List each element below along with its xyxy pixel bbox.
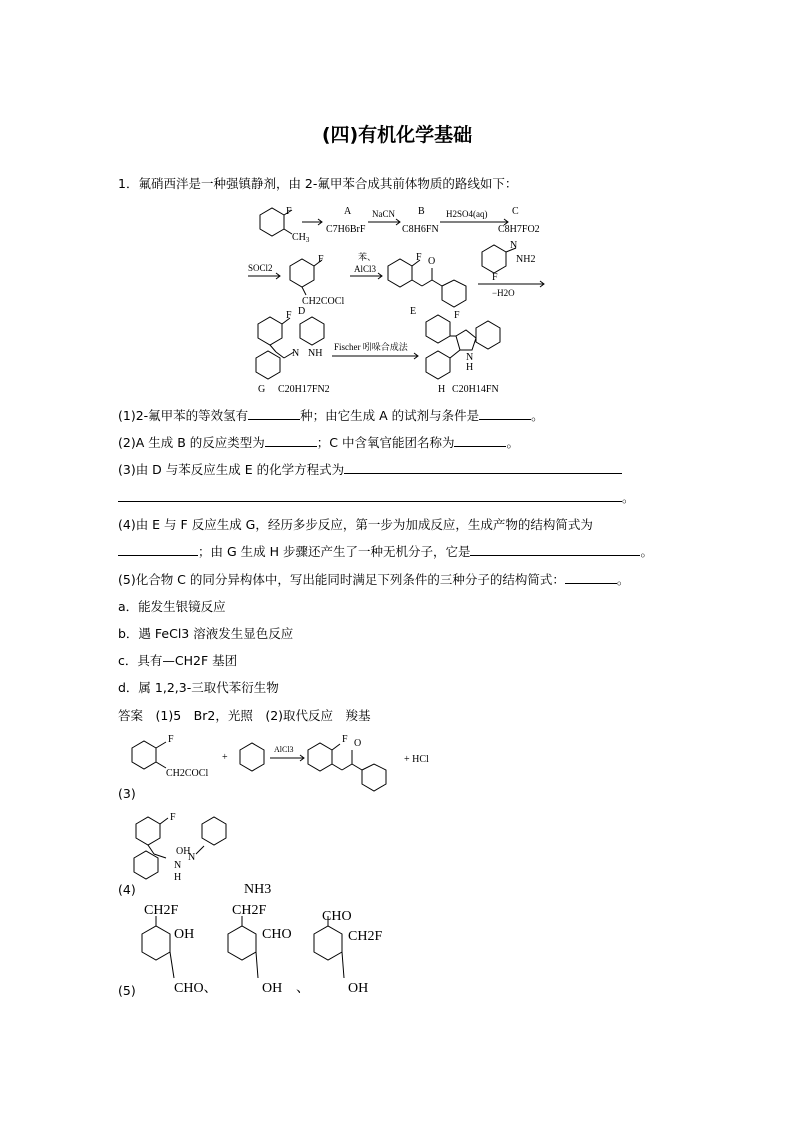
svg-text:+ HCl: + HCl — [404, 754, 429, 765]
f-nh: N — [510, 240, 518, 251]
condition-a: a．能发生银镜反应 — [118, 599, 226, 614]
svg-text:N: N — [188, 852, 196, 863]
part-4-line2: ；由 G 生成 H 步骤还产生了一种无机分子，它是 。 — [118, 542, 653, 560]
answer-4-label: (4) — [118, 882, 136, 897]
label-h: H — [438, 384, 446, 395]
reagent-water: −H2O — [492, 288, 515, 298]
svg-text:AlCl3: AlCl3 — [274, 745, 294, 754]
page-title: (四)有机化学基础 — [321, 124, 473, 146]
answer-4-structure — [118, 810, 258, 890]
part-1: (1)2-氟甲苯的等效氢有 种；由它生成 A 的试剂与条件是 。 — [118, 408, 544, 423]
condition-b: b．遇 FeCl3 溶液发生显色反应 — [118, 626, 294, 641]
svg-text:OH: OH — [348, 981, 369, 996]
formula-a: C7H6BrF — [326, 224, 366, 235]
label-f: F — [492, 272, 498, 283]
synthesis-scheme — [240, 200, 560, 400]
reagent-nacn: NaCN — [372, 209, 395, 219]
svg-text:OH: OH — [176, 846, 191, 857]
svg-text:H: H — [174, 872, 182, 883]
r1-ch3: $CH_3$ — [292, 232, 310, 244]
label-d: D — [298, 306, 306, 317]
label-c: C — [512, 206, 519, 217]
label-b: B — [418, 206, 425, 217]
svg-text:F: F — [342, 734, 348, 745]
part-3: (3)由 D 与苯反应生成 E 的化学方程式为 — [118, 460, 622, 478]
svg-text:CHO: CHO — [322, 909, 352, 924]
r1-f: F — [286, 206, 292, 217]
f-nh2: NH2 — [516, 254, 536, 265]
answer-3-equation — [118, 730, 448, 810]
part-2: (2)A 生成 B 的反应类型为 ；C 中含氧官能团名称为 。 — [118, 435, 519, 450]
answer-3-label: (3) — [118, 786, 136, 801]
formula-c: C8H7FO2 — [498, 224, 540, 235]
benzene-ring — [260, 208, 284, 236]
g-nh: NH — [308, 348, 323, 359]
part-5: (5)化合物 C 的同分异构体中，写出能同时满足下列条件的三种分子的结构简式： 。 — [118, 572, 630, 587]
label-g: G — [258, 384, 266, 395]
svg-text:、: 、 — [296, 981, 310, 996]
reagent-socl2: SOCl2 — [248, 263, 273, 273]
svg-text:F: F — [168, 734, 174, 745]
part-3-line2: 。 — [118, 488, 635, 506]
nh3-label: NH3 — [244, 882, 272, 897]
svg-text:CH2F: CH2F — [348, 929, 383, 944]
svg-text:F: F — [170, 812, 176, 823]
svg-text:CH2F: CH2F — [232, 903, 267, 918]
g-n: N — [292, 348, 300, 359]
svg-text:OH: OH — [262, 981, 283, 996]
label-a: A — [344, 206, 352, 217]
reagent-fischer: Fischer 吲哚合成法 — [334, 342, 408, 352]
svg-text:OH: OH — [174, 927, 195, 942]
svg-text:CHO、: CHO、 — [174, 981, 218, 996]
reagent-benzene: 苯、 — [358, 252, 377, 262]
svg-text:N: N — [174, 860, 182, 871]
svg-text:CH2COCl: CH2COCl — [166, 768, 209, 779]
condition-c: c．具有—CH2F 基团 — [118, 653, 238, 668]
formula-g: C20H17FN2 — [278, 384, 330, 395]
h-h: H — [466, 362, 474, 373]
d-f: F — [318, 254, 324, 265]
d-group: CH2COCl — [302, 296, 345, 307]
svg-text:CHO: CHO — [262, 927, 292, 942]
e-f: F — [416, 252, 422, 263]
svg-text:+: + — [222, 752, 228, 763]
answer-5-structures — [118, 900, 418, 1000]
answer-5-label: (5) — [118, 983, 136, 998]
g-f: F — [286, 310, 292, 321]
condition-d: d．属 1,2,3-三取代苯衍生物 — [118, 680, 279, 695]
svg-text:CH2F: CH2F — [144, 903, 179, 918]
reagent-h2so4: H2SO4(aq) — [446, 209, 488, 219]
formula-b: C8H6FN — [402, 224, 439, 235]
question-stem: 1．氟硝西泮是一种强镇静剂，由 2-氟甲苯合成其前体物质的路线如下： — [118, 176, 518, 191]
part-4: (4)由 E 与 F 反应生成 G，经历多步反应，第一步为加成反应，生成产物的结构简式为 — [118, 517, 593, 532]
h-f: F — [454, 310, 460, 321]
reagent-alcl3: AlCl3 — [354, 264, 377, 274]
svg-text:O: O — [354, 738, 362, 749]
answer-header: 答案 (1)5 Br2，光照 (2)取代反应 羧基 — [118, 708, 371, 723]
formula-h: C20H14FN — [452, 384, 499, 395]
label-e: E — [410, 306, 417, 317]
h-n: N — [466, 352, 474, 363]
e-o: O — [428, 256, 436, 267]
